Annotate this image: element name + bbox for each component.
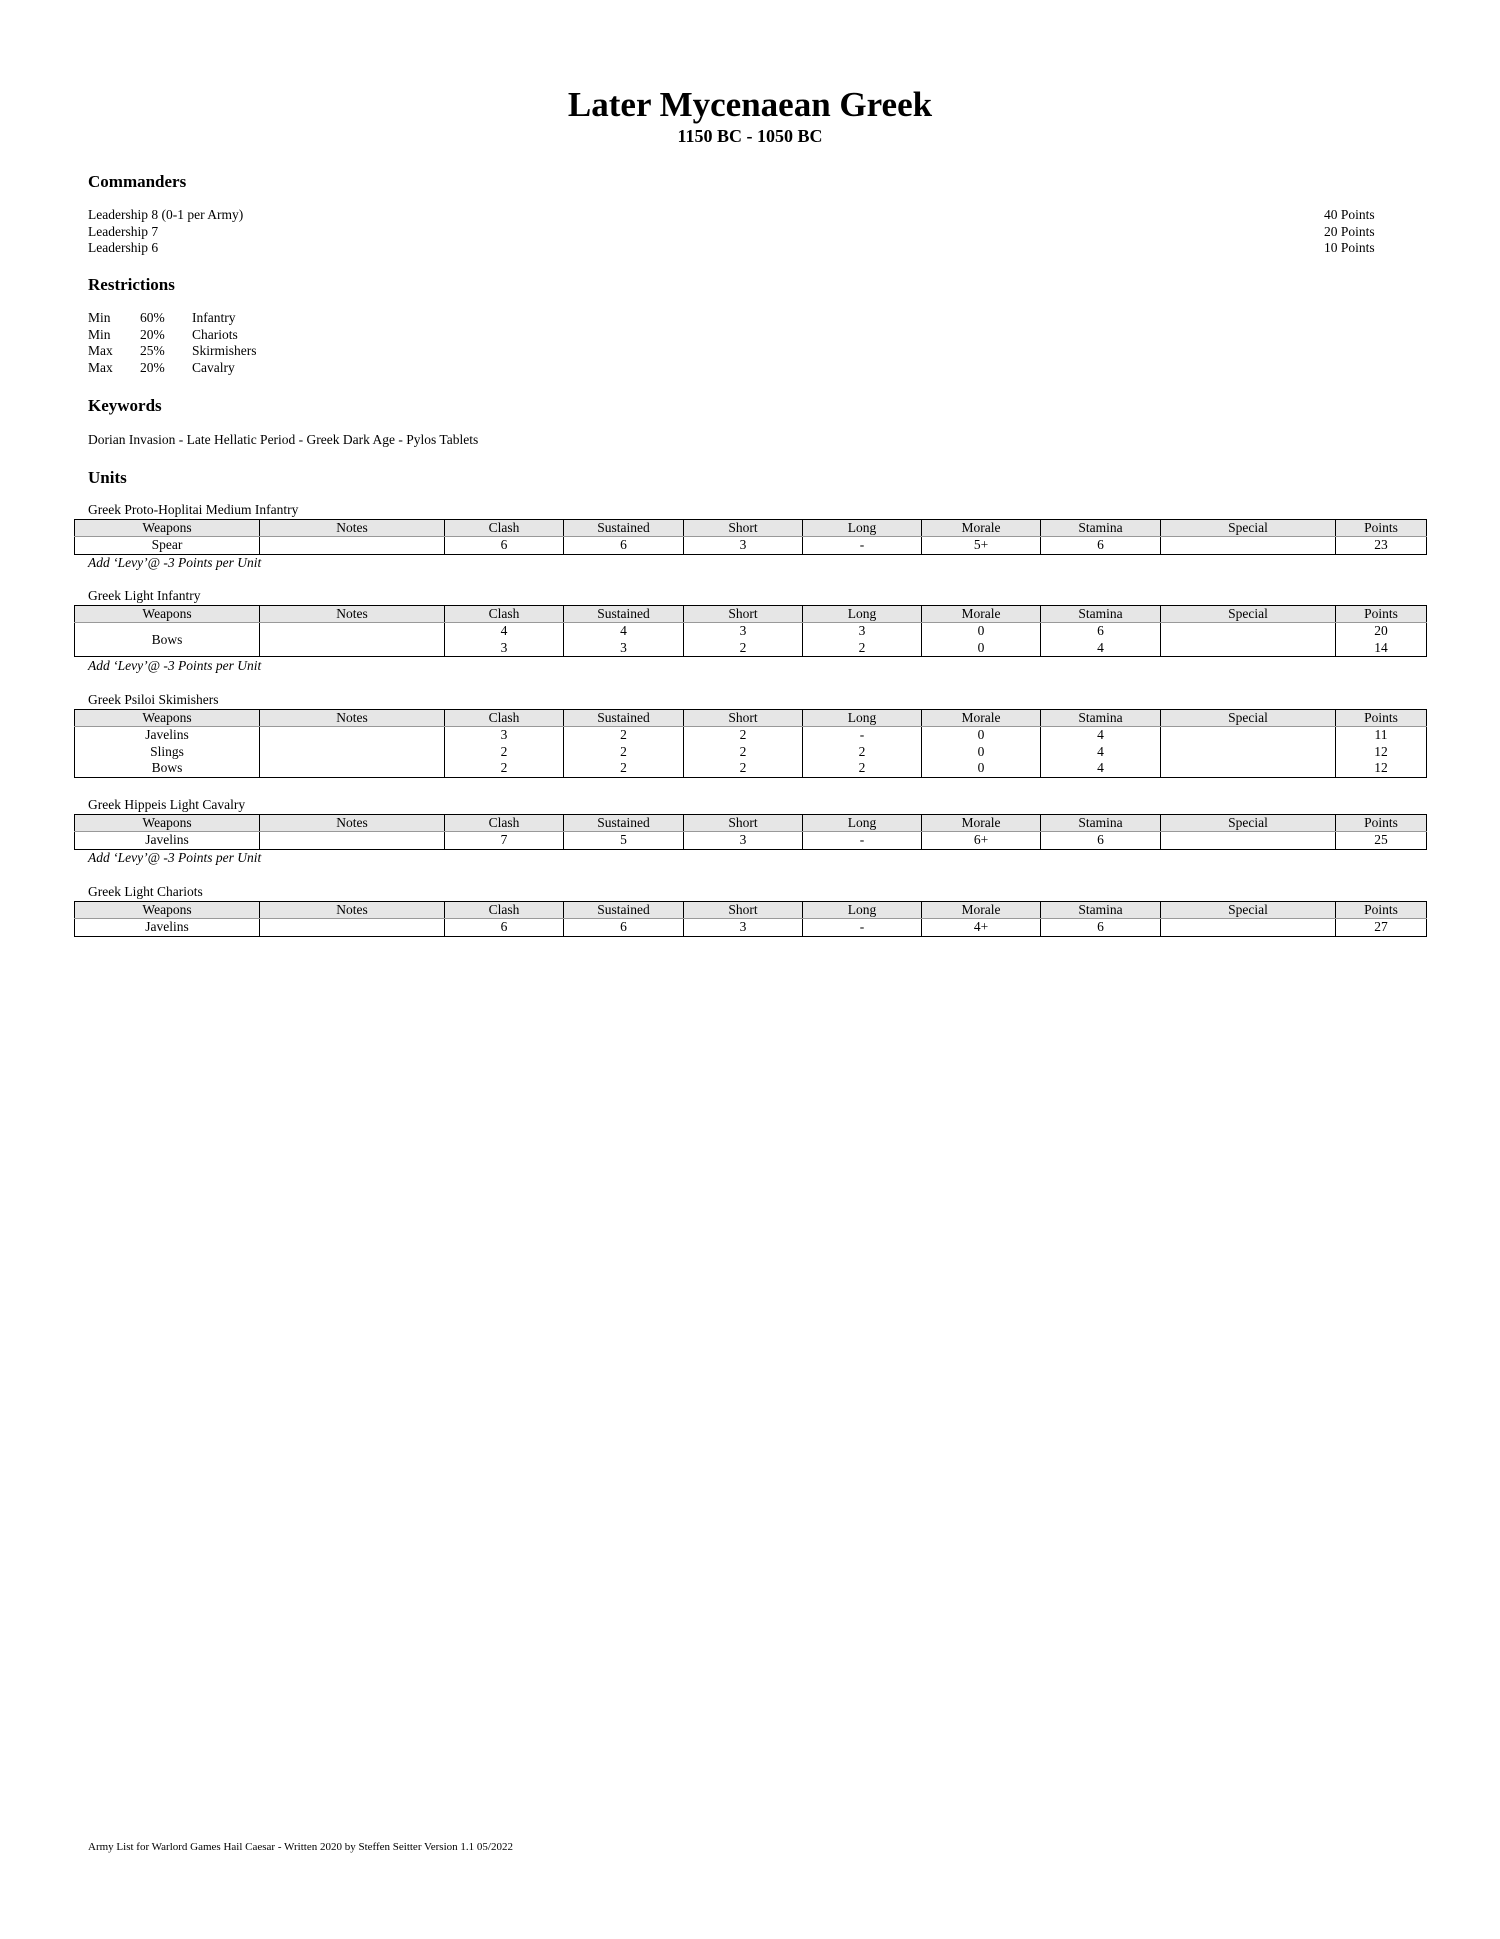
column-header-sustained: Sustained	[564, 520, 684, 537]
column-header-long: Long	[803, 606, 922, 623]
cell-weapons: Javelins	[75, 727, 260, 744]
column-header-clash: Clash	[445, 520, 564, 537]
restriction-category: Chariots	[192, 326, 238, 342]
restriction-row	[88, 327, 257, 344]
restriction-type: Min	[88, 326, 111, 342]
column-header-special: Special	[1161, 710, 1336, 727]
cell-special	[1161, 623, 1336, 640]
restrictions-table	[88, 310, 257, 376]
cell-short: 2	[684, 727, 803, 744]
column-header-clash: Clash	[445, 902, 564, 919]
column-header-long: Long	[803, 710, 922, 727]
cell-points: 25	[1336, 832, 1427, 849]
column-header-special: Special	[1161, 815, 1336, 832]
commander-points: 20 Points	[1324, 223, 1375, 239]
cell-weapons: Spear	[75, 537, 260, 554]
column-header-notes: Notes	[260, 606, 445, 623]
cell-weapons: Javelins	[75, 919, 260, 936]
restriction-category: Skirmishers	[192, 343, 257, 358]
cell-clash: 7	[445, 832, 564, 849]
column-header-short: Short	[684, 520, 803, 537]
unit-stats-table	[74, 709, 1427, 778]
cell-notes	[260, 832, 445, 849]
cell-notes	[260, 727, 445, 744]
cell-long: -	[803, 537, 922, 554]
cell-clash: 3	[445, 727, 564, 744]
column-header-points: Points	[1336, 902, 1427, 919]
column-header-stamina: Stamina	[1041, 606, 1161, 623]
cell-morale: 0	[922, 640, 1041, 657]
column-header-morale: Morale	[922, 902, 1041, 919]
restriction-type: Min	[88, 310, 111, 325]
cell-long: 2	[803, 744, 922, 760]
restriction-row	[88, 310, 257, 327]
restriction-row	[88, 343, 257, 360]
cell-points: 20	[1336, 623, 1427, 640]
cell-special	[1161, 832, 1336, 849]
commander-points: 10 Points	[1324, 240, 1375, 255]
restriction-percent: 60%	[140, 310, 165, 325]
cell-weapons: Bows	[75, 623, 260, 657]
restriction-type: Max	[88, 359, 113, 375]
cell-morale: 0	[922, 623, 1041, 640]
page-title: Later Mycenaean Greek	[567, 85, 933, 124]
column-header-short: Short	[684, 902, 803, 919]
unit-name: Greek Psiloi Skimishers	[88, 692, 219, 707]
column-header-short: Short	[684, 606, 803, 623]
column-header-morale: Morale	[922, 606, 1041, 623]
cell-morale: 6+	[922, 832, 1041, 849]
column-header-notes: Notes	[260, 520, 445, 537]
cell-short: 2	[684, 760, 803, 777]
column-header-weapons: Weapons	[75, 710, 260, 727]
unit-stats-table	[74, 519, 1427, 555]
cell-sustained: 4	[564, 623, 684, 640]
unit-stats-table	[74, 901, 1427, 937]
keywords-heading: Keywords	[88, 396, 162, 415]
cell-notes	[260, 919, 445, 936]
commander-label: Leadership 6	[88, 240, 159, 255]
cell-special	[1161, 919, 1336, 936]
cell-points: 12	[1336, 744, 1427, 760]
cell-special	[1161, 727, 1336, 744]
column-header-stamina: Stamina	[1041, 902, 1161, 919]
column-header-morale: Morale	[922, 710, 1041, 727]
keywords-text: Dorian Invasion - Late Hellatic Period - Greek Dark Age - Pylos Tablets	[88, 432, 479, 447]
column-header-notes: Notes	[260, 815, 445, 832]
cell-notes	[260, 760, 445, 777]
cell-short: 3	[684, 537, 803, 554]
column-header-special: Special	[1161, 520, 1336, 537]
unit-footnote: Add ‘Levy’@ -3 Points per Unit	[88, 555, 262, 570]
table-row	[75, 727, 1427, 744]
cell-points: 11	[1336, 727, 1427, 744]
cell-special	[1161, 640, 1336, 657]
column-header-notes: Notes	[260, 710, 445, 727]
column-header-long: Long	[803, 902, 922, 919]
unit-stats-table	[74, 814, 1427, 850]
restriction-category: Cavalry	[192, 359, 235, 375]
cell-stamina: 6	[1041, 832, 1161, 849]
cell-stamina: 6	[1041, 537, 1161, 554]
cell-clash: 2	[445, 744, 564, 760]
table-header-row	[75, 710, 1427, 727]
cell-sustained: 6	[564, 919, 684, 936]
column-header-sustained: Sustained	[564, 606, 684, 623]
cell-short: 2	[684, 640, 803, 657]
restriction-percent: 25%	[140, 343, 165, 358]
cell-points: 27	[1336, 919, 1427, 936]
column-header-clash: Clash	[445, 815, 564, 832]
cell-clash: 2	[445, 760, 564, 777]
commander-points: 40 Points	[1324, 207, 1375, 222]
cell-stamina: 4	[1041, 760, 1161, 777]
cell-weapons: Slings	[75, 744, 260, 760]
cell-long: -	[803, 919, 922, 936]
column-header-clash: Clash	[445, 606, 564, 623]
table-header-row	[75, 815, 1427, 832]
column-header-sustained: Sustained	[564, 902, 684, 919]
column-header-points: Points	[1336, 815, 1427, 832]
cell-stamina: 4	[1041, 640, 1161, 657]
column-header-short: Short	[684, 815, 803, 832]
cell-morale: 0	[922, 727, 1041, 744]
column-header-long: Long	[803, 520, 922, 537]
cell-morale: 5+	[922, 537, 1041, 554]
table-row	[75, 744, 1427, 760]
column-header-points: Points	[1336, 606, 1427, 623]
table-header-row	[75, 520, 1427, 537]
cell-points: 12	[1336, 760, 1427, 777]
cell-long: 3	[803, 623, 922, 640]
unit-stats-table	[74, 605, 1427, 657]
column-header-sustained: Sustained	[564, 815, 684, 832]
column-header-special: Special	[1161, 902, 1336, 919]
restrictions-heading: Restrictions	[88, 275, 175, 294]
restriction-category: Infantry	[192, 310, 236, 325]
column-header-short: Short	[684, 710, 803, 727]
cell-special	[1161, 537, 1336, 554]
cell-weapons: Bows	[75, 760, 260, 777]
column-header-weapons: Weapons	[75, 902, 260, 919]
column-header-special: Special	[1161, 606, 1336, 623]
column-header-stamina: Stamina	[1041, 520, 1161, 537]
cell-special	[1161, 760, 1336, 777]
commander-label: Leadership 7	[88, 223, 159, 239]
cell-morale: 0	[922, 744, 1041, 760]
column-header-clash: Clash	[445, 710, 564, 727]
restriction-percent: 20%	[140, 326, 165, 342]
cell-sustained: 3	[564, 640, 684, 657]
cell-long: -	[803, 727, 922, 744]
page-footer: Army List for Warlord Games Hail Caesar - Written 2020 by Steffen Seitter Version 1.1 05/2022	[88, 1841, 513, 1853]
commanders-points-list	[1324, 207, 1375, 257]
cell-long: 2	[803, 760, 922, 777]
column-header-long: Long	[803, 815, 922, 832]
cell-clash: 6	[445, 919, 564, 936]
cell-long: 2	[803, 640, 922, 657]
unit-name: Greek Light Chariots	[88, 884, 203, 899]
column-header-stamina: Stamina	[1041, 710, 1161, 727]
page-subtitle-date-range: 1150 BC - 1050 BC	[677, 126, 823, 146]
column-header-points: Points	[1336, 520, 1427, 537]
cell-sustained: 6	[564, 537, 684, 554]
cell-morale: 4+	[922, 919, 1041, 936]
cell-clash: 6	[445, 537, 564, 554]
column-header-morale: Morale	[922, 815, 1041, 832]
column-header-stamina: Stamina	[1041, 815, 1161, 832]
cell-stamina: 4	[1041, 744, 1161, 760]
table-row	[75, 623, 1427, 640]
cell-short: 2	[684, 744, 803, 760]
commander-label: Leadership 8 (0-1 per Army)	[88, 207, 244, 222]
cell-stamina: 6	[1041, 623, 1161, 640]
table-header-row	[75, 606, 1427, 623]
cell-clash: 4	[445, 623, 564, 640]
cell-short: 3	[684, 919, 803, 936]
column-header-weapons: Weapons	[75, 520, 260, 537]
cell-notes	[260, 744, 445, 760]
cell-sustained: 2	[564, 760, 684, 777]
table-row	[75, 919, 1427, 936]
unit-footnote: Add ‘Levy’@ -3 Points per Unit	[88, 850, 262, 865]
cell-short: 3	[684, 623, 803, 640]
column-header-weapons: Weapons	[75, 606, 260, 623]
restriction-type: Max	[88, 343, 113, 358]
column-header-morale: Morale	[922, 520, 1041, 537]
column-header-weapons: Weapons	[75, 815, 260, 832]
cell-sustained: 2	[564, 727, 684, 744]
table-header-row	[75, 902, 1427, 919]
units-heading: Units	[88, 468, 127, 487]
cell-clash: 3	[445, 640, 564, 657]
cell-notes	[260, 537, 445, 554]
commanders-list	[88, 207, 243, 257]
restriction-percent: 20%	[140, 359, 165, 375]
column-header-notes: Notes	[260, 902, 445, 919]
cell-morale: 0	[922, 760, 1041, 777]
cell-long: -	[803, 832, 922, 849]
cell-special	[1161, 744, 1336, 760]
column-header-points: Points	[1336, 710, 1427, 727]
unit-name: Greek Hippeis Light Cavalry	[88, 797, 246, 812]
table-row	[75, 537, 1427, 554]
cell-points: 23	[1336, 537, 1427, 554]
cell-sustained: 5	[564, 832, 684, 849]
column-header-sustained: Sustained	[564, 710, 684, 727]
cell-weapons: Javelins	[75, 832, 260, 849]
commanders-heading: Commanders	[88, 172, 187, 191]
cell-points: 14	[1336, 640, 1427, 657]
unit-name: Greek Light Infantry	[88, 588, 201, 603]
unit-name: Greek Proto-Hoplitai Medium Infantry	[88, 502, 299, 517]
table-row	[75, 760, 1427, 777]
cell-stamina: 4	[1041, 727, 1161, 744]
unit-footnote: Add ‘Levy’@ -3 Points per Unit	[88, 658, 262, 673]
cell-sustained: 2	[564, 744, 684, 760]
cell-stamina: 6	[1041, 919, 1161, 936]
table-row	[75, 832, 1427, 849]
cell-notes	[260, 623, 445, 657]
cell-short: 3	[684, 832, 803, 849]
restriction-row	[88, 360, 257, 377]
